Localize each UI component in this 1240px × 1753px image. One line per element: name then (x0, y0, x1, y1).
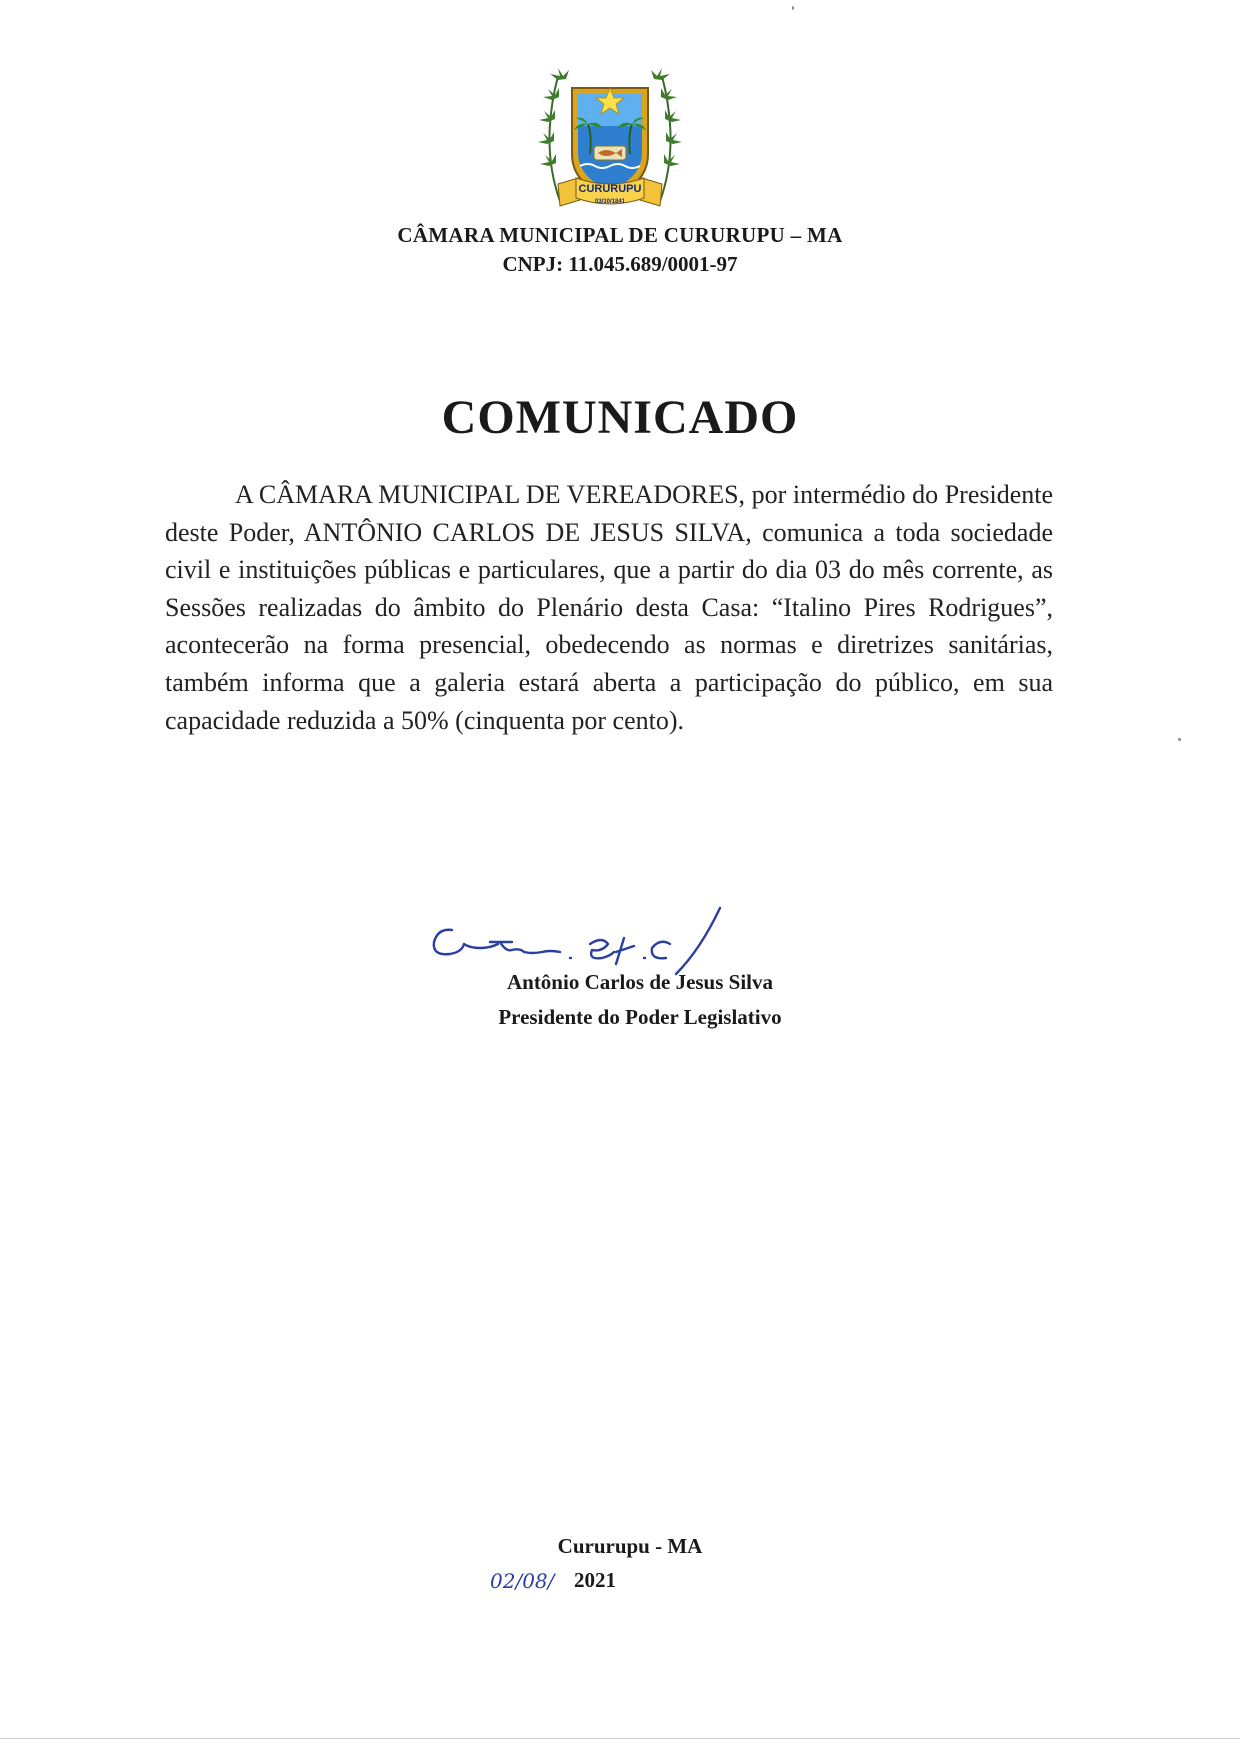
place: Cururupu - MA (557, 1534, 703, 1558)
institution-name: CÂMARA MUNICIPAL DE CURURUPU – MA (397, 223, 843, 247)
scan-speck (1178, 738, 1181, 741)
date-year: 2021 (574, 1568, 616, 1592)
svg-text:02/08/: 02/08/ (490, 1569, 555, 1593)
signer-role: Presidente do Poder Legislativo (498, 1005, 782, 1029)
signer-name: Antônio Carlos de Jesus Silva (506, 970, 774, 994)
handwritten-date (490, 1562, 580, 1598)
body-text (165, 476, 1053, 739)
document-title: COMUNICADO (441, 391, 799, 444)
institution-cnpj: CNPJ: 11.045.689/0001-97 (502, 252, 738, 276)
coat-of-arms-emblem (520, 66, 700, 216)
date-row (490, 1562, 750, 1598)
svg-text:03/10/1841: 03/10/1841 (594, 199, 626, 205)
scan-speck (792, 6, 794, 10)
scan-edge-line (0, 1738, 1240, 1739)
svg-text:CURURUPU: CURURUPU (578, 183, 642, 195)
body-paragraph: A CÂMARA MUNICIPAL DE VEREADORES, por intermédio do Presidente deste Poder, ANTÔNIO CARLOS DE JESUS SILVA, comunica a toda sociedade civil e instituições públicas e particulares, que a partir do dia 03 do mês corrente, as Sessões realizadas do âmbito do Plenário desta Casa: “Italino Pires Rodrigues”, acontecerão na forma presencial, obedecendo as normas e diretrizes sanitárias, também informa que a galeria estará aberta a participação do público, em sua capacidade reduzida a 50% (cinquenta por cento). (165, 480, 1053, 735)
